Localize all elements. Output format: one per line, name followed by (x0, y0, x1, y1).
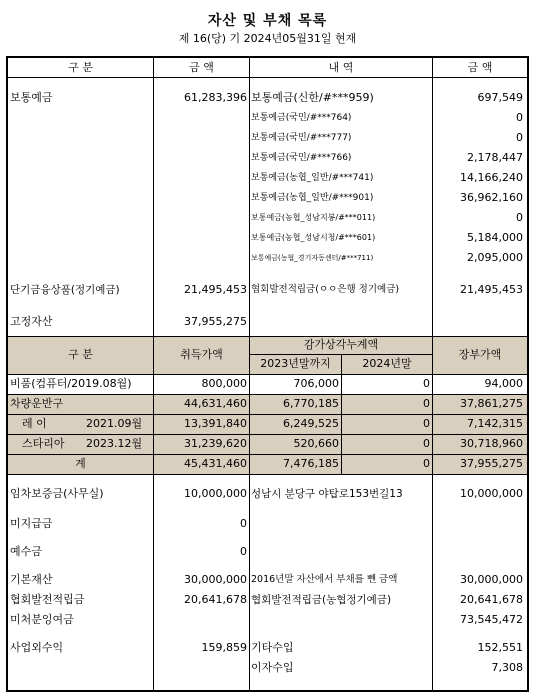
asset-row-label: 스타리아 (22, 437, 65, 450)
asset-header-category: 구 분 (68, 348, 93, 361)
bottom-row-label: 미지급금 (10, 517, 53, 530)
asset-total-acq: 45,431,460 (184, 457, 247, 470)
asset-row-label: 비품(컴퓨터/2019.08월) (10, 377, 132, 390)
bottom-row-amount: 0 (240, 517, 247, 530)
row-detail: 보통예금(국민/#***764) (251, 113, 352, 123)
asset-header-sub2: 2024년말 (362, 357, 412, 370)
header-category: 구 분 (68, 61, 93, 74)
bottom-row-detail-amount: 152,551 (477, 641, 523, 654)
row-amount: 61,283,396 (184, 91, 247, 104)
bottom-row-detail-amount: 7,308 (491, 661, 523, 674)
row-detail-amount: 0 (516, 131, 523, 144)
bottom-row-detail-amount: 10,000,000 (460, 487, 523, 500)
bottom-row-detail: 성남시 분당구 야탑로153번길13 (251, 488, 403, 500)
bottom-row-amount: 20,641,678 (184, 593, 247, 606)
asset-row-dep1: 520,660 (293, 437, 339, 450)
bottom-row-detail-amount: 73,545,472 (460, 613, 523, 626)
asset-row-dep1: 706,000 (293, 377, 339, 390)
asset-row-dep2: 0 (423, 437, 430, 450)
bottom-row-label: 사업외수익 (10, 641, 64, 654)
shortterm-label: 단기금융상품(정기예금) (10, 284, 120, 296)
document-title: 자산 및 부채 목록 (207, 13, 328, 29)
header-detail: 내 역 (328, 61, 354, 74)
bottom-row-detail: 이자수입 (251, 661, 294, 674)
asset-row-acq: 31,239,620 (184, 437, 247, 450)
bottom-row-detail: 2016년말 자산에서 부채를 뺀 금액 (251, 574, 398, 585)
row-detail: 보통예금(신한/#***959) (251, 91, 374, 104)
row-detail-amount: 0 (516, 111, 523, 124)
shortterm-detail-amount: 21,495,453 (460, 283, 523, 296)
asset-row-date: 2021.09월 (86, 417, 143, 430)
asset-row-dep2: 0 (423, 417, 430, 430)
asset-header-group: 감가상각누계액 (303, 338, 379, 351)
asset-row-date: 2023.12월 (86, 437, 143, 450)
fixed-label: 고정자산 (10, 315, 53, 328)
bottom-row-amount: 0 (240, 545, 247, 558)
bottom-row-detail: 협회발전적립금(농협정기예금) (251, 594, 392, 606)
row-detail: 보통예금(농협_일반/#***741) (251, 173, 374, 183)
bottom-row-label: 미처분잉여금 (10, 613, 74, 626)
bottom-row-label: 협회발전적립금 (10, 593, 85, 606)
row-detail-amount: 36,962,160 (460, 191, 523, 204)
row-label: 보통예금 (10, 91, 53, 104)
row-detail-amount: 697,549 (477, 91, 523, 104)
asset-total-label: 계 (75, 457, 86, 470)
shortterm-amount: 21,495,453 (184, 283, 247, 296)
row-detail-amount: 14,166,240 (460, 171, 523, 184)
row-detail: 보통예금(농협_경기자동센터/#***711) (251, 254, 374, 262)
asset-header-acq: 취득가액 (180, 348, 223, 361)
bottom-row-detail-amount: 30,000,000 (460, 573, 523, 586)
bottom-row-amount: 30,000,000 (184, 573, 247, 586)
row-detail: 보통예금(농협_성남지봉/#***011) (251, 213, 376, 222)
asset-row-acq: 44,631,460 (184, 397, 247, 410)
asset-header-book: 장부가액 (458, 348, 502, 361)
row-detail-amount: 0 (516, 211, 523, 224)
row-detail-amount: 2,178,447 (467, 151, 523, 164)
bottom-row-label: 임차보증금(사무실) (10, 487, 104, 500)
row-detail-amount: 5,184,000 (467, 231, 523, 244)
bottom-row-label: 예수금 (10, 545, 42, 558)
asset-row-dep2: 0 (423, 377, 430, 390)
bottom-row-amount: 10,000,000 (184, 487, 247, 500)
row-detail: 보통예금(국민/#***766) (251, 153, 352, 163)
asset-row-dep1: 6,249,525 (283, 417, 339, 430)
asset-row-dep2: 0 (423, 397, 430, 410)
asset-header-sub1: 2023년말까지 (260, 357, 331, 370)
header-amount: 금 액 (189, 61, 214, 74)
asset-row-dep1: 6,770,185 (283, 397, 339, 410)
row-detail: 보통예금(농협_일반/#***901) (251, 193, 374, 203)
bottom-row-amount: 159,859 (201, 641, 247, 654)
bottom-row-label: 기본재산 (10, 573, 53, 586)
asset-row-book: 37,861,275 (460, 397, 523, 410)
asset-total-dep2: 0 (423, 457, 430, 470)
fixed-amount: 37,955,275 (184, 315, 247, 328)
row-detail: 보통예금(국민/#***777) (251, 133, 352, 143)
bottom-row-detail-amount: 20,641,678 (460, 593, 523, 606)
asset-total-book: 37,955,275 (460, 457, 523, 470)
document-subtitle: 제 16(당) 기 2024년05월31일 현재 (178, 32, 357, 45)
row-detail: 보통예금(농협_성남시청/#***601) (251, 233, 376, 242)
asset-row-label: 레 이 (22, 417, 47, 430)
row-detail-amount: 2,095,000 (467, 251, 523, 264)
asset-row-acq: 800,000 (201, 377, 247, 390)
asset-liability-table (6, 56, 529, 692)
shortterm-detail: 협회발전적립금(ㅇㅇ은행 정기예금) (251, 284, 400, 295)
asset-total-dep1: 7,476,185 (283, 457, 339, 470)
asset-row-book: 30,718,960 (460, 437, 523, 450)
asset-row-book: 94,000 (484, 377, 523, 390)
asset-row-book: 7,142,315 (467, 417, 523, 430)
bottom-row-detail: 기타수입 (251, 641, 294, 654)
asset-row-label: 차량운반구 (10, 397, 64, 410)
asset-row-acq: 13,391,840 (184, 417, 247, 430)
header-detail-amount: 금 액 (467, 61, 493, 74)
